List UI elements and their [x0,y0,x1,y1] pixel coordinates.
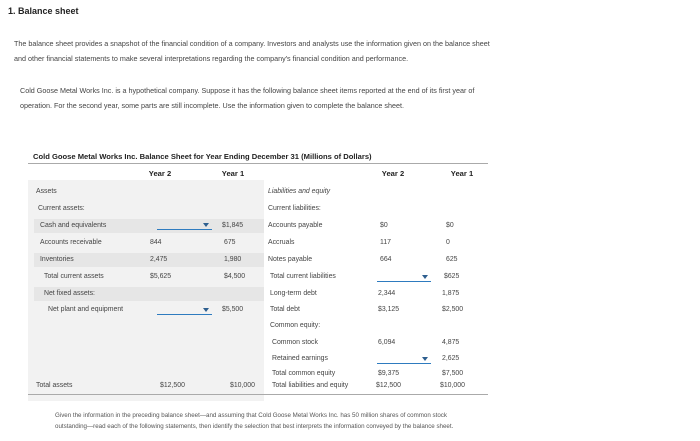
scenario-line: Cold Goose Metal Works Inc. is a hypothetical company. Suppose it has the following balance sheet items reported at the end of its first year of [20,86,475,95]
cash-year1-value: $1,845 [222,222,244,229]
total-liabilities-equity-label: Total liabilities and equity [272,382,349,389]
net-fixed-assets-header: Net fixed assets: [44,290,95,297]
ap-year2-value: $0 [380,222,388,229]
retained-earnings-label: Retained earnings [272,355,328,362]
ltd-year2-value: 2,344 [378,290,396,297]
ltd-year1-value: 1,875 [442,290,460,297]
ap-label: Accounts payable [268,222,323,229]
ta-year2-value: $12,500 [160,382,185,389]
long-term-debt-label: Long-term debt [270,290,317,297]
cs-year2-value: 6,094 [378,339,396,346]
cash-label: Cash and equivalents [40,222,107,229]
accruals-year2-value: 117 [380,239,391,246]
inventories-year2-value: 2,475 [150,256,168,263]
notes-payable-label: Notes payable [268,256,313,263]
net-plant-year1-value: $5,500 [222,306,244,313]
ar-label: Accounts receivable [40,239,102,246]
left-col-year1-header: Year 1 [221,169,245,178]
tcl-year1-value: $625 [444,273,460,280]
cs-year1-value: 4,875 [442,339,460,346]
chevron-down-icon [422,275,428,279]
np-year2-value: 664 [380,256,392,263]
section-heading: 1. Balance sheet [8,6,79,16]
chevron-down-icon [203,308,209,312]
title-divider [28,163,488,164]
tcl-year2-dropdown[interactable] [377,271,431,282]
ar-year2-value: 844 [150,239,162,246]
tle-year1-value: $10,000 [440,382,465,389]
cash-year2-dropdown[interactable] [157,219,212,230]
common-equity-header: Common equity: [270,322,321,329]
footer-line: outstanding—read each of the following statements, then identify the selection that best interprets the information conveyed by the balance sheet. [55,423,454,430]
net-plant-label: Net plant and equipment [48,306,124,313]
total-current-assets-label: Total current assets [44,273,104,280]
tca-year2-value: $5,625 [150,273,172,280]
balance-sheet-title: Cold Goose Metal Works Inc. Balance Sheet for Year Ending December 31 (Millions of Dollars) [33,152,372,161]
intro-line: The balance sheet provides a snapshot of the financial condition of a company. Investors and analysts use the information given on the balance sheet [14,39,490,48]
footer-paragraph [55,410,675,432]
re-year2-dropdown[interactable] [377,353,431,364]
current-assets-header: Current assets: [38,205,85,212]
intro-paragraph [14,36,654,66]
inventories-label: Inventories [40,256,74,263]
total-current-liabilities-label: Total current liabilities [270,273,336,280]
ap-year1-value: $0 [446,222,454,229]
right-col-year1-header: Year 1 [450,169,474,178]
ar-year1-value: 675 [224,239,236,246]
intro-line: and other financial statements to make several interpretations regarding the company's financial condition and performance. [14,54,409,63]
accruals-year1-value: 0 [446,239,450,246]
tce-year2-value: $9,375 [378,370,400,377]
tca-year1-value: $4,500 [224,273,246,280]
np-year1-value: 625 [446,256,458,263]
ta-year1-value: $10,000 [230,382,255,389]
td-year1-value: $2,500 [442,306,464,313]
table-bottom-divider [28,394,488,395]
chevron-down-icon [203,223,209,227]
scenario-paragraph [20,83,660,113]
common-stock-label: Common stock [272,339,318,346]
re-year1-value: 2,625 [442,355,460,362]
total-common-equity-label: Total common equity [272,370,336,377]
accruals-label: Accruals [268,239,295,246]
footer-line: Given the information in the preceding balance sheet—and assuming that Cold Goose Metal Works Inc. has 50 million shares of common stock [55,412,447,419]
assets-header: Assets [36,188,57,195]
current-liabilities-header: Current liabilities: [268,205,321,212]
inventories-year1-value: 1,980 [224,256,242,263]
right-col-year2-header: Year 2 [381,169,405,178]
tce-year1-value: $7,500 [442,370,464,377]
td-year2-value: $3,125 [378,306,400,313]
total-debt-label: Total debt [270,306,300,313]
scenario-line: operation. For the second year, some parts are still incomplete. Use the information given to complete the balance sheet. [20,101,404,110]
net-plant-year2-dropdown[interactable] [157,304,212,315]
left-col-year2-header: Year 2 [148,169,172,178]
liabilities-equity-header: Liabilities and equity [268,188,331,195]
chevron-down-icon [422,357,428,361]
total-assets-label: Total assets [36,382,73,389]
tle-year2-value: $12,500 [376,382,401,389]
